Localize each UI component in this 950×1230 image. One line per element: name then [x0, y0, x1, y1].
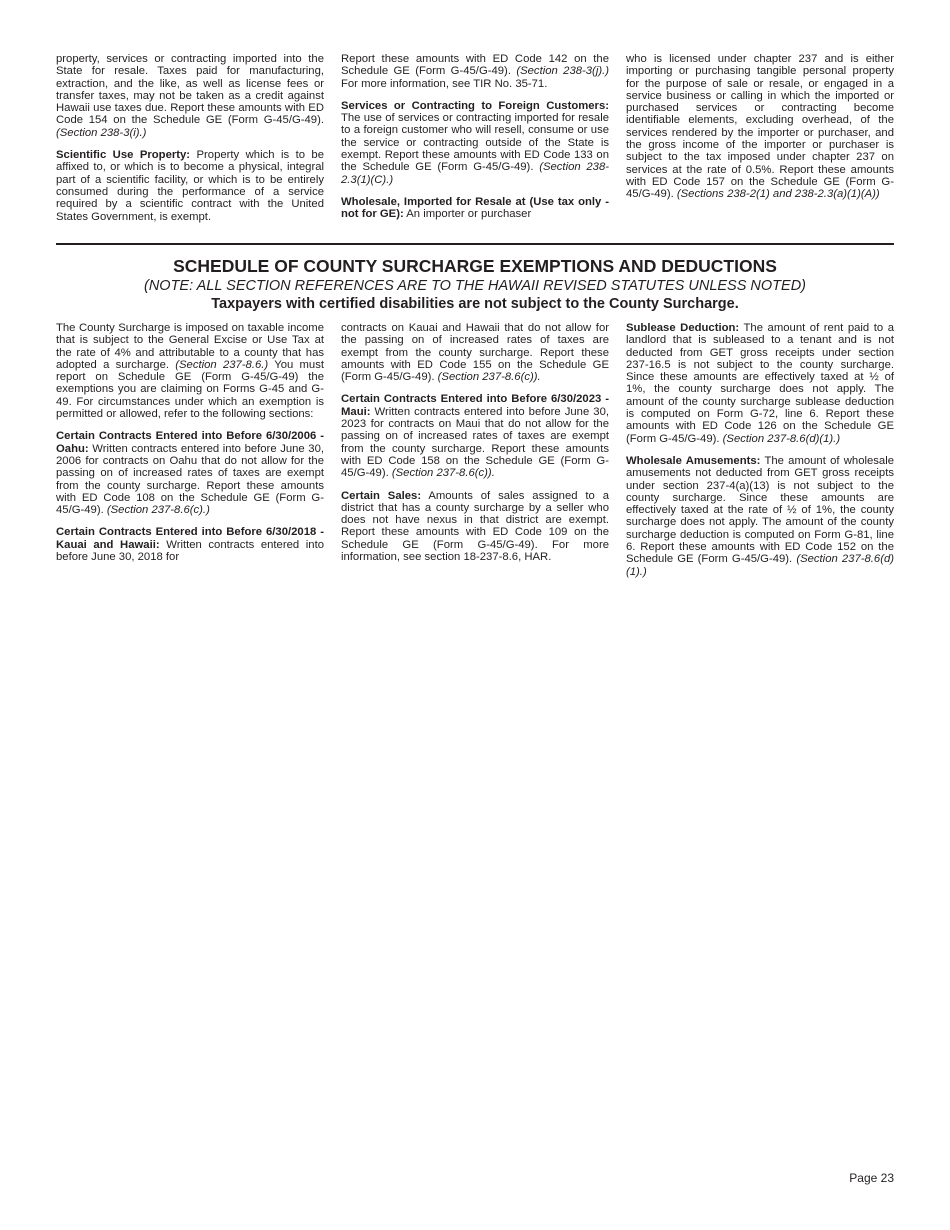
paragraph-heading: Services or Contracting to Foreign Customers: [341, 99, 609, 112]
paragraph-heading: Certain Contracts Entered into Before 6/30/2006 - Oahu: [56, 430, 324, 455]
paragraph-heading: Scientific Use Property: [56, 149, 191, 162]
schedule-column-3 [626, 322, 894, 578]
section-reference: (Section 237-8.6(d)(1).) [722, 432, 841, 445]
top-column-3 [626, 53, 894, 223]
schedule-subtitle: Taxpayers with certified disabilities are not subject to the County Surcharge. [211, 296, 739, 312]
paragraph: contracts on Kauai and Hawaii that do not allow for the passing on of increased rates of taxes are exempt from the county surcharge. Report these amounts with ED Code 155 on the Schedule GE (Form G-45/G-49). (Section 237-8.6(c)). [341, 322, 609, 384]
paragraph-heading: Certain Contracts Entered into Before 6/30/2018 - Kauai and Hawaii: [56, 526, 324, 551]
schedule-columns [56, 322, 894, 578]
paragraph-heading: Wholesale, Imported for Resale at (Use tax only - not for GE): [341, 195, 609, 221]
paragraph-oahu-contracts: Certain Contracts Entered into Before 6/30/2006 - Oahu: Written contracts entered into before June 30, 2006 for contracts on Oahu that do not allow for the passing on of increased rates of taxes are exempt from the county surcharge. Report these amounts with ED Code 108 on the Schedule GE (Form G-45/G-49). (Section 237-8.6(c).) [56, 430, 324, 517]
paragraph-foreign-customers: Services or Contracting to Foreign Customers: The use of services or contracting imported for resale to a foreign customer who will resell, consume or use the service or contracting outside of the State is exempt. Report these amounts with ED Code 133 on the Schedule GE (Form G-45/G-49). (Section 238-2.3(1)(C).) [341, 99, 609, 186]
top-column-1 [56, 53, 324, 223]
section-reference: (Sections 238-2(1) and 238-2.3(a)(1)(A)) [676, 188, 880, 201]
section-reference: (Section 237-8.6(c)). [391, 467, 495, 480]
top-column-2 [341, 53, 609, 223]
paragraph-heading: Certain Sales: [341, 489, 422, 502]
paragraph-heading: Wholesale Amusements: [626, 454, 761, 467]
schedule-header [56, 256, 894, 313]
paragraph-maui-contracts: Certain Contracts Entered into Before 6/30/2023 - Maui: Written contracts entered into before June 30, 2023 for contracts on Maui that do not allow for the passing on of increased rates of taxes are exempt from the county surcharge. Report these amounts with ED Code 158 on the Schedule GE (Form G-45/G-49). (Section 237-8.6(c)). [341, 393, 609, 480]
paragraph-sublease-deduction: Sublease Deduction: The amount of rent paid to a landlord that is subleased to a tenant and is not deducted from GET gross receipts under section 237-16.5 is not subject to the county surcharge. Since these amounts are effectively taxed at ½ of 1%, the county surcharge does not apply. The amount of the county surcharge sublease deduction is computed on Form G-72, line 6. Report these amounts with ED Code 126 on the Schedule GE (Form G-45/G-49). (Section 237-8.6(d)(1).) [626, 322, 895, 445]
schedule-title: SCHEDULE OF COUNTY SURCHARGE EXEMPTIONS AND DEDUCTIONS [173, 256, 777, 276]
section-reference: (Section 237-8.6(d)(1).) [626, 553, 894, 578]
paragraph-wholesale-imported: Wholesale, Imported for Resale at (Use tax only - not for GE): An importer or purchaser [341, 195, 609, 221]
section-divider [56, 243, 894, 245]
schedule-note: (NOTE: ALL SECTION REFERENCES ARE TO THE HAWAII REVISED STATUTES UNLESS NOTED) [143, 278, 806, 294]
section-reference: (Section 238-3(i).) [56, 126, 147, 139]
top-columns [56, 53, 894, 223]
section-reference: (Section 238-3(j).) [516, 65, 609, 78]
paragraph-scientific-use-property: Scientific Use Property: Property which is to be affixed to, or which is to become a physical, integral part of a scientific facility, or which is to be entirely consumed during the performance of a service required by a scientific contract with the United States Government, is exempt. [56, 149, 324, 223]
paragraph: property, services or contracting imported into the State for resale. Taxes paid for manufacturing, extraction, and the like, as well as license fees or transfer taxes, may not be taken as a credit against Hawaii use taxes due. Report these amounts with ED Code 154 on the Schedule GE (Form G-45/G-49). (Section 238-3(i).) [56, 53, 324, 139]
paragraph-kauai-hawaii-contracts: Certain Contracts Entered into Before 6/30/2018 - Kauai and Hawaii: Written contracts entered into before June 30, 2018 for [56, 526, 324, 564]
paragraph-heading: Sublease Deduction: [626, 322, 740, 334]
section-reference: (Section 238-2.3(1)(C).) [341, 161, 609, 186]
paragraph-wholesale-amusements: Wholesale Amusements: The amount of wholesale amusements not deducted from GET gross receipts under section 237-4(a)(13) is not subject to the county surcharge. Since these amounts are effectively taxed at the rate of ½ of 1%, the county surcharge does not apply. The amount of the county surcharge deduction is computed on Form G-81, line 6. Report these amounts with ED Code 152 on the Schedule GE (Form G-45/G-49). (Section 237-8.6(d)(1).) [626, 454, 894, 578]
section-reference: (Section 237-8.6(c).) [106, 504, 210, 517]
page-number: Page 23 [849, 1171, 894, 1185]
schedule-column-2 [341, 322, 609, 578]
section-reference: (Section 237-8.6.) [175, 358, 269, 371]
paragraph: who is licensed under chapter 237 and is either importing or purchasing tangible personal property for the purpose of sale or resale, or engaged in a service business or calling in which the imported or purchased services or contracting become identifiable elements, excluding overhead, of the services rendered by the importer or purchaser, and the gross income of the importer or purchaser is subject to the tax imposed under chapter 237 on services at the rate of 0.5%. Report these amounts with ED Code 157 on the Schedule GE (Form G-45/G-49). (Sections 238-2(1) and 238-2.3(a)(1)(A)) [626, 53, 894, 201]
paragraph: Report these amounts with ED Code 142 on the Schedule GE (Form G-45/G-49). (Section 238-3(j).) For more information, see TIR No. 35-71. [341, 53, 609, 90]
paragraph-intro: The County Surcharge is imposed on taxable income that is subject to the General Excise or Use Tax at the rate of 4% and attributable to a county that has adopted a surcharge. (Section 237-8.6.) You must report on Schedule GE (Form G-45/G-49) the exemptions you are claiming on Forms G-45 and G-49. For circumstances under which an exemption is permitted or allowed, refer to the following sections: [56, 322, 324, 421]
paragraph-heading: Certain Contracts Entered into Before 6/30/2023 - Maui: [341, 393, 609, 418]
paragraph-certain-sales: Certain Sales: Amounts of sales assigned to a district that has a county surcharge by a seller who does not have nexus in that district are exempt. Report these amounts with ED Code 109 on the Schedule GE (Form G-45/G-49). For more information, see section 18-237-8.6, HAR. [341, 489, 609, 564]
schedule-column-1 [56, 322, 324, 578]
section-reference: (Section 237-8.6(c)). [437, 371, 541, 384]
